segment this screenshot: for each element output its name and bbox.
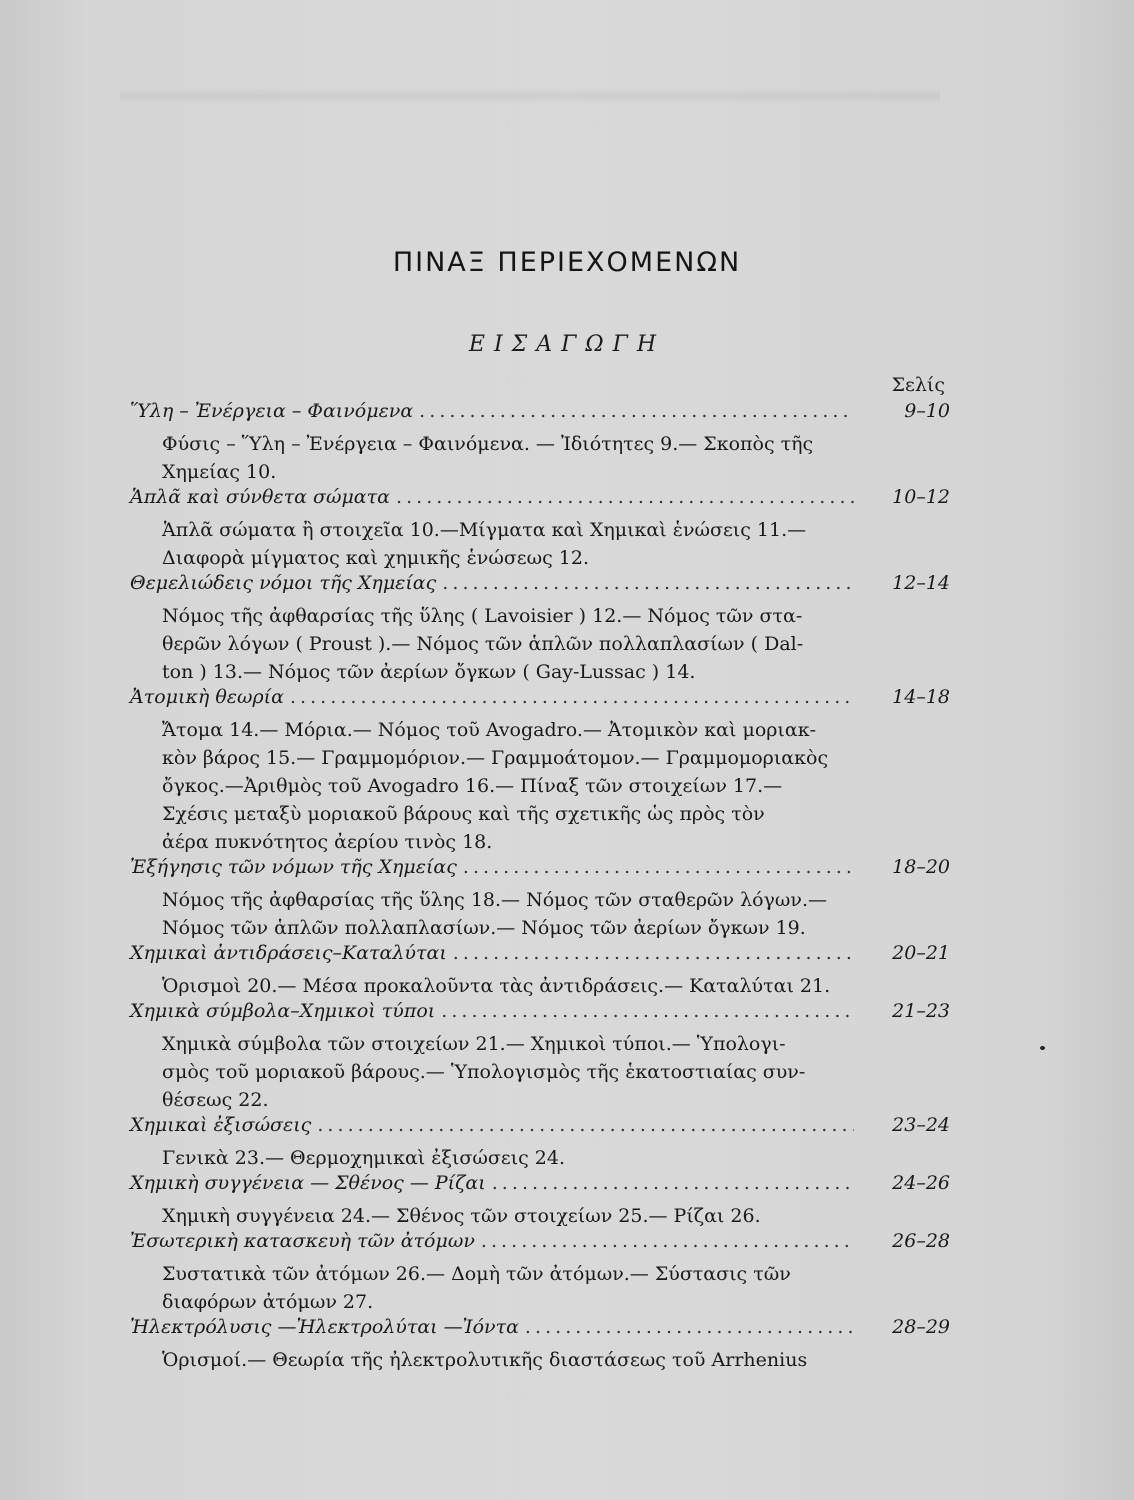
- toc-entry-heading: [130, 942, 950, 972]
- toc-entry-pages: 28–29: [892, 1316, 950, 1338]
- ink-speck: [1040, 1046, 1045, 1050]
- toc-entry-title: Χημικαὶ ἐξισώσεις: [130, 1114, 312, 1136]
- bleed-through-shadow: [120, 88, 940, 104]
- dot-leader: [492, 1172, 854, 1194]
- toc-entry-heading: [130, 400, 950, 430]
- toc-entry-title: Ἐσωτερικὴ κατασκευὴ τῶν ἀτόμων: [130, 1230, 475, 1252]
- description-line: Νόμος τῆς ἀφθαρσίας τῆς ὕλης 18.— Νόμος τῶν σταθερῶν λόγων.—: [162, 889, 827, 911]
- toc-entry: [130, 1316, 950, 1374]
- section-title: ΕΙΣΑΓΩΓΗ: [468, 332, 666, 357]
- toc-entry-pages: 21–23: [892, 1000, 950, 1022]
- toc-entry-description: [162, 1030, 842, 1114]
- description-line: ἀέρα πυκνότητος ἀερίου τινὸς 18.: [162, 831, 493, 853]
- toc-entry: [130, 486, 950, 572]
- page-title: ΠΙΝΑΞ ΠΕΡΙΕΧΟΜΕΝΩΝ: [392, 247, 742, 278]
- dot-leader: [317, 1114, 854, 1136]
- dot-leader: [290, 686, 854, 708]
- toc-entry-pages: 14–18: [892, 686, 950, 708]
- toc-entry-description: [162, 430, 842, 486]
- toc-entry-description: [162, 1202, 842, 1230]
- toc-entry-pages: 10–12: [892, 486, 950, 508]
- description-line: Χημικὰ σύμβολα τῶν στοιχείων 21.— Χημικοὶ τύποι.— Ὑπολογι-: [162, 1033, 786, 1055]
- toc-entry-heading: [130, 856, 950, 886]
- toc-entry: [130, 856, 950, 942]
- toc-entry: [130, 400, 950, 486]
- toc-entry-description: [162, 1144, 842, 1172]
- description-line: Ὁρισμοί.— Θεωρία τῆς ἠλεκτρολυτικῆς διαστάσεως τοῦ Arrhenius: [162, 1349, 808, 1371]
- description-line: διαφόρων ἀτόμων 27.: [162, 1291, 374, 1313]
- toc-entry-description: [162, 716, 842, 856]
- toc-entry-pages: 9–10: [904, 400, 950, 422]
- description-line: Ἄτομα 14.— Μόρια.— Νόμος τοῦ Avogadro.— Ἀτομικὸν καὶ μοριακ-: [162, 719, 817, 741]
- description-line: Νόμος τῶν ἁπλῶν πολλαπλασίων.— Νόμος τῶν ἀερίων ὄγκων 19.: [162, 917, 806, 939]
- toc-entry-description: [162, 886, 842, 942]
- toc-entry-heading: [130, 486, 950, 516]
- toc-entry-description: [162, 1346, 842, 1374]
- table-of-contents: [130, 400, 950, 1374]
- description-line: κὸν βάρος 15.— Γραμμομόριον.— Γραμμοάτομον.— Γραμμομοριακὸς: [162, 747, 829, 769]
- toc-entry-title: Ὕλη – Ἐνέργεια – Φαινόμενα: [130, 400, 414, 422]
- toc-entry-pages: 20–21: [892, 942, 950, 964]
- description-line: ton ) 13.— Νόμος τῶν ἀερίων ὄγκων ( Gay-Lussac ) 14.: [162, 661, 696, 683]
- dot-leader: [481, 1230, 854, 1252]
- dot-leader: [441, 1000, 854, 1022]
- toc-entry-heading: [130, 1114, 950, 1144]
- toc-entry-title: Χημικὴ συγγένεια — Σθένος — Ρίζαι: [130, 1172, 486, 1194]
- toc-entry-pages: 23–24: [892, 1114, 950, 1136]
- description-line: Νόμος τῆς ἀφθαρσίας τῆς ὕλης ( Lavoisier ) 12.— Νόμος τῶν στα-: [162, 605, 803, 627]
- toc-entry: [130, 1000, 950, 1114]
- toc-entry-title: Ἐξήγησις τῶν νόμων τῆς Χημείας: [130, 856, 457, 878]
- dot-leader: [442, 572, 854, 594]
- description-line: Φύσις – Ὕλη – Ἐνέργεια – Φαινόμενα. — Ἰδιότητες 9.— Σκοπὸς τῆς: [162, 433, 814, 455]
- toc-entry: [130, 1114, 950, 1172]
- toc-entry-description: [162, 972, 842, 1000]
- toc-entry: [130, 572, 950, 686]
- dot-leader: [419, 400, 854, 422]
- dot-leader: [453, 942, 854, 964]
- page-column-label: Σελίς: [891, 374, 945, 396]
- description-line: ὄγκος.—Ἀριθμὸς τοῦ Avogadro 16.— Πίναξ τῶν στοιχείων 17.—: [162, 775, 783, 797]
- description-line: Χημείας 10.: [162, 461, 277, 483]
- toc-entry-title: Χημικὰ σύμβολα–Χημικοὶ τύποι: [130, 1000, 436, 1022]
- description-line: θέσεως 22.: [162, 1089, 269, 1111]
- description-line: θερῶν λόγων ( Proust ).— Νόμος τῶν ἁπλῶν πολλαπλασίων ( Dal-: [162, 633, 804, 655]
- description-line: Διαφορὰ μίγματος καὶ χημικῆς ἑνώσεως 12.: [162, 547, 590, 569]
- toc-entry: [130, 942, 950, 1000]
- description-line: Συστατικὰ τῶν ἀτόμων 26.— Δομὴ τῶν ἀτόμων.— Σύστασις τῶν: [162, 1263, 791, 1285]
- toc-entry-title: Ἁπλᾶ καὶ σύνθετα σώματα: [130, 486, 390, 508]
- toc-entry-pages: 24–26: [892, 1172, 950, 1194]
- toc-entry-title: Θεμελιώδεις νόμοι τῆς Χημείας: [130, 572, 437, 594]
- description-line: Γενικὰ 23.— Θερμοχημικαὶ ἐξισώσεις 24.: [162, 1147, 566, 1169]
- description-line: Ἁπλᾶ σώματα ἢ στοιχεῖα 10.—Μίγματα καὶ Χημικαὶ ἑνώσεις 11.—: [162, 519, 807, 541]
- toc-entry-heading: [130, 686, 950, 716]
- toc-entry-heading: [130, 1230, 950, 1260]
- dot-leader: [396, 486, 854, 508]
- toc-entry: [130, 686, 950, 856]
- description-line: Χημικὴ συγγένεια 24.— Σθένος τῶν στοιχείων 25.— Ρίζαι 26.: [162, 1205, 761, 1227]
- toc-entry: [130, 1230, 950, 1316]
- dot-leader: [463, 856, 854, 878]
- dot-leader: [525, 1316, 854, 1338]
- description-line: Σχέσις μεταξὺ μοριακοῦ βάρους καὶ τῆς σχετικῆς ὡς πρὸς τὸν: [162, 803, 765, 825]
- toc-entry-heading: [130, 1000, 950, 1030]
- toc-entry-title: Ἠλεκτρόλυσις —Ἠλεκτρολύται —Ἰόντα: [130, 1316, 519, 1338]
- toc-entry-pages: 18–20: [892, 856, 950, 878]
- toc-entry-heading: [130, 1316, 950, 1346]
- toc-entry-pages: 12–14: [892, 572, 950, 594]
- toc-entry-pages: 26–28: [892, 1230, 950, 1252]
- toc-entry-title: Ἀτομικὴ θεωρία: [130, 686, 284, 708]
- toc-entry: [130, 1172, 950, 1230]
- description-line: σμὸς τοῦ μοριακοῦ βάρους.— Ὑπολογισμὸς τῆς ἑκατοστιαίας συν-: [162, 1061, 806, 1083]
- toc-entry-description: [162, 516, 842, 572]
- toc-entry-heading: [130, 572, 950, 602]
- toc-entry-description: [162, 1260, 842, 1316]
- toc-entry-title: Χημικαὶ ἀντιδράσεις–Καταλύται: [130, 942, 447, 964]
- toc-entry-heading: [130, 1172, 950, 1202]
- description-line: Ὁρισμοὶ 20.— Μέσα προκαλοῦντα τὰς ἀντιδράσεις.— Καταλύται 21.: [162, 975, 831, 997]
- toc-entry-description: [162, 602, 842, 686]
